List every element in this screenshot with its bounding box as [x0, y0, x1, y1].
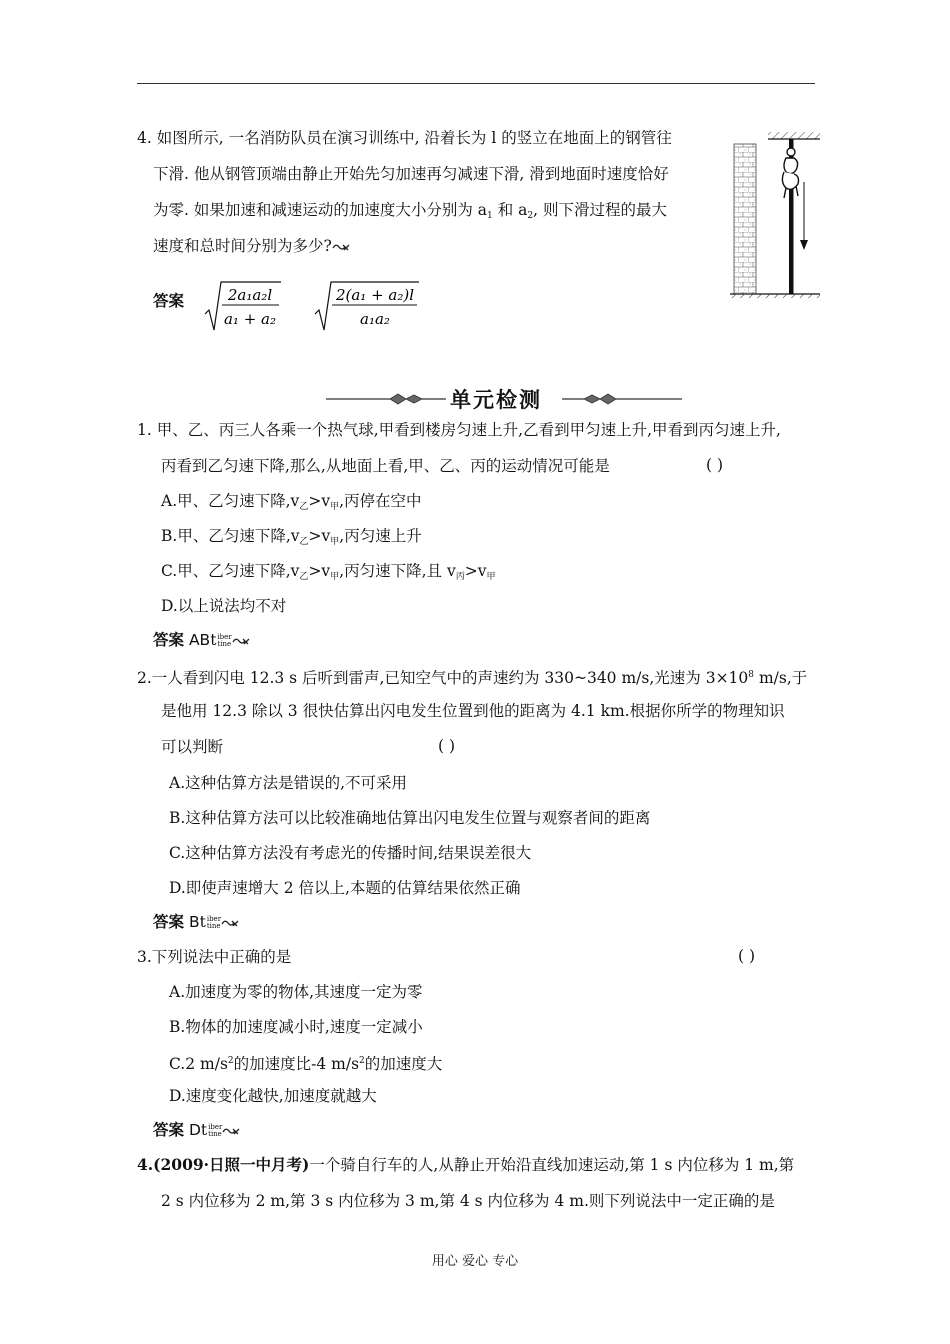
svg-text:2(a₁ + a₂)l: 2(a₁ + a₂)l	[335, 286, 415, 304]
firefighter-pole-figure	[728, 132, 820, 298]
q2-option-d: D.即使声速增大 2 倍以上,本题的估算结果依然正确	[169, 879, 521, 897]
svg-text:2a₁a₂l: 2a₁a₂l	[227, 286, 273, 304]
q2-answer-paren: ( )	[438, 737, 456, 755]
q1-option-b: B.甲、乙匀速下降$,v_乙>v_甲$,丙匀速上升	[161, 527, 422, 547]
q4-top-line2: 下滑. 他从钢管顶端由静止开始先匀加速再匀减速下滑, 滑到地面时速度恰好	[153, 165, 669, 183]
squiggle-mark-icon	[232, 636, 250, 646]
q2-line1: 2.一人看到闪电 12.3 s 后听到雷声,已知空气中的声速约为 330~340 m/s,光速为 $3\times 10^8$ m/s,于	[137, 669, 808, 687]
q1-line1: 1. 甲、乙、丙三人各乘一个热气球,甲看到楼房匀速上升,乙看到甲匀速上升,甲看到丙匀速上升,	[137, 421, 781, 439]
q3-option-b: B.物体的加速度减小时,速度一定减小	[169, 1018, 423, 1036]
q1-answer: 答案 ABtiber tine	[153, 630, 250, 650]
q4-line1: 4.(2009·日照一中月考)一个骑自行车的人,从静止开始沿直线加速运动,第 1 s 内位移为 1 m,第	[137, 1155, 795, 1174]
q4-top-line3: 为零. 如果加速和减速运动的加速度大小分别为 $a_1$ 和 $a_2$, 则下滑过程的最大	[153, 201, 667, 221]
q3-option-d: D.速度变化越快,加速度就越大	[169, 1087, 377, 1105]
page-footer: 用心 爱心 专心	[431, 1254, 519, 1269]
q1-line2: 丙看到乙匀速下降,那么,从地面上看,甲、乙、丙的运动情况可能是	[161, 457, 610, 475]
squiggle-mark-icon	[222, 1126, 240, 1136]
q1-option-c: C.甲、乙匀速下降$,v_乙>v_甲$,丙匀速下降,且 $v_丙>v_甲$	[161, 562, 496, 582]
section-divider-left	[326, 387, 446, 411]
q1-answer-paren: ( )	[706, 456, 724, 474]
q4-top-line4: 速度和总时间分别为多少?	[153, 236, 350, 256]
squiggle-mark-icon	[332, 242, 350, 252]
q2-answer: 答案 Btiber tine	[153, 912, 239, 932]
section-title: 单元检测	[450, 388, 542, 412]
answer-mark: iber tine	[206, 915, 222, 930]
q2-option-a: A.这种估算方法是错误的,不可采用	[169, 774, 408, 792]
answer-mark: iber tine	[208, 1123, 223, 1138]
section-divider-right	[562, 387, 682, 411]
q4-top-line1: 4. 如图所示, 一名消防队员在演习训练中, 沿着长为 l 的竖立在地面上的钢管往	[137, 129, 672, 147]
q4-top-answer-label: 答案	[153, 291, 185, 310]
formula-total-time	[313, 278, 423, 334]
q4-line2: 2 s 内位移为 2 m,第 3 s 内位移为 3 m,第 4 s 内位移为 4 m.则下列说法中一定正确的是	[161, 1192, 775, 1210]
header-rule	[137, 83, 815, 84]
q2-option-c: C.这种估算方法没有考虑光的传播时间,结果误差很大	[169, 844, 532, 862]
q3-answer-paren: ( )	[738, 947, 756, 965]
q3-option-a: A.加速度为零的物体,其速度一定为零	[169, 983, 423, 1001]
answer-mark: iber tine	[217, 633, 232, 648]
svg-text:a₁ + a₂: a₁ + a₂	[223, 310, 277, 328]
q1-option-a: A.甲、乙匀速下降$,v_乙>v_甲$,丙停在空中	[161, 492, 422, 512]
formula-max-velocity	[203, 278, 283, 334]
q3-option-c: C.2 $m/s^2$的加速度比-4 $m/s^2$的加速度大	[169, 1055, 443, 1073]
q3-answer: 答案 Dtiber tine	[153, 1120, 240, 1140]
q3-line1: 3.下列说法中正确的是	[137, 948, 292, 966]
q1-option-d: D.以上说法均不对	[161, 597, 287, 615]
svg-text:a₁a₂: a₁a₂	[360, 310, 390, 328]
q2-line3: 可以判断	[161, 738, 224, 756]
squiggle-mark-icon	[221, 918, 239, 928]
q2-option-b: B.这种估算方法可以比较准确地估算出闪电发生位置与观察者间的距离	[169, 809, 651, 827]
q2-line2: 是他用 12.3 除以 3 很快估算出闪电发生位置到他的距离为 4.1 km.根据你所学的物理知识	[161, 702, 785, 720]
